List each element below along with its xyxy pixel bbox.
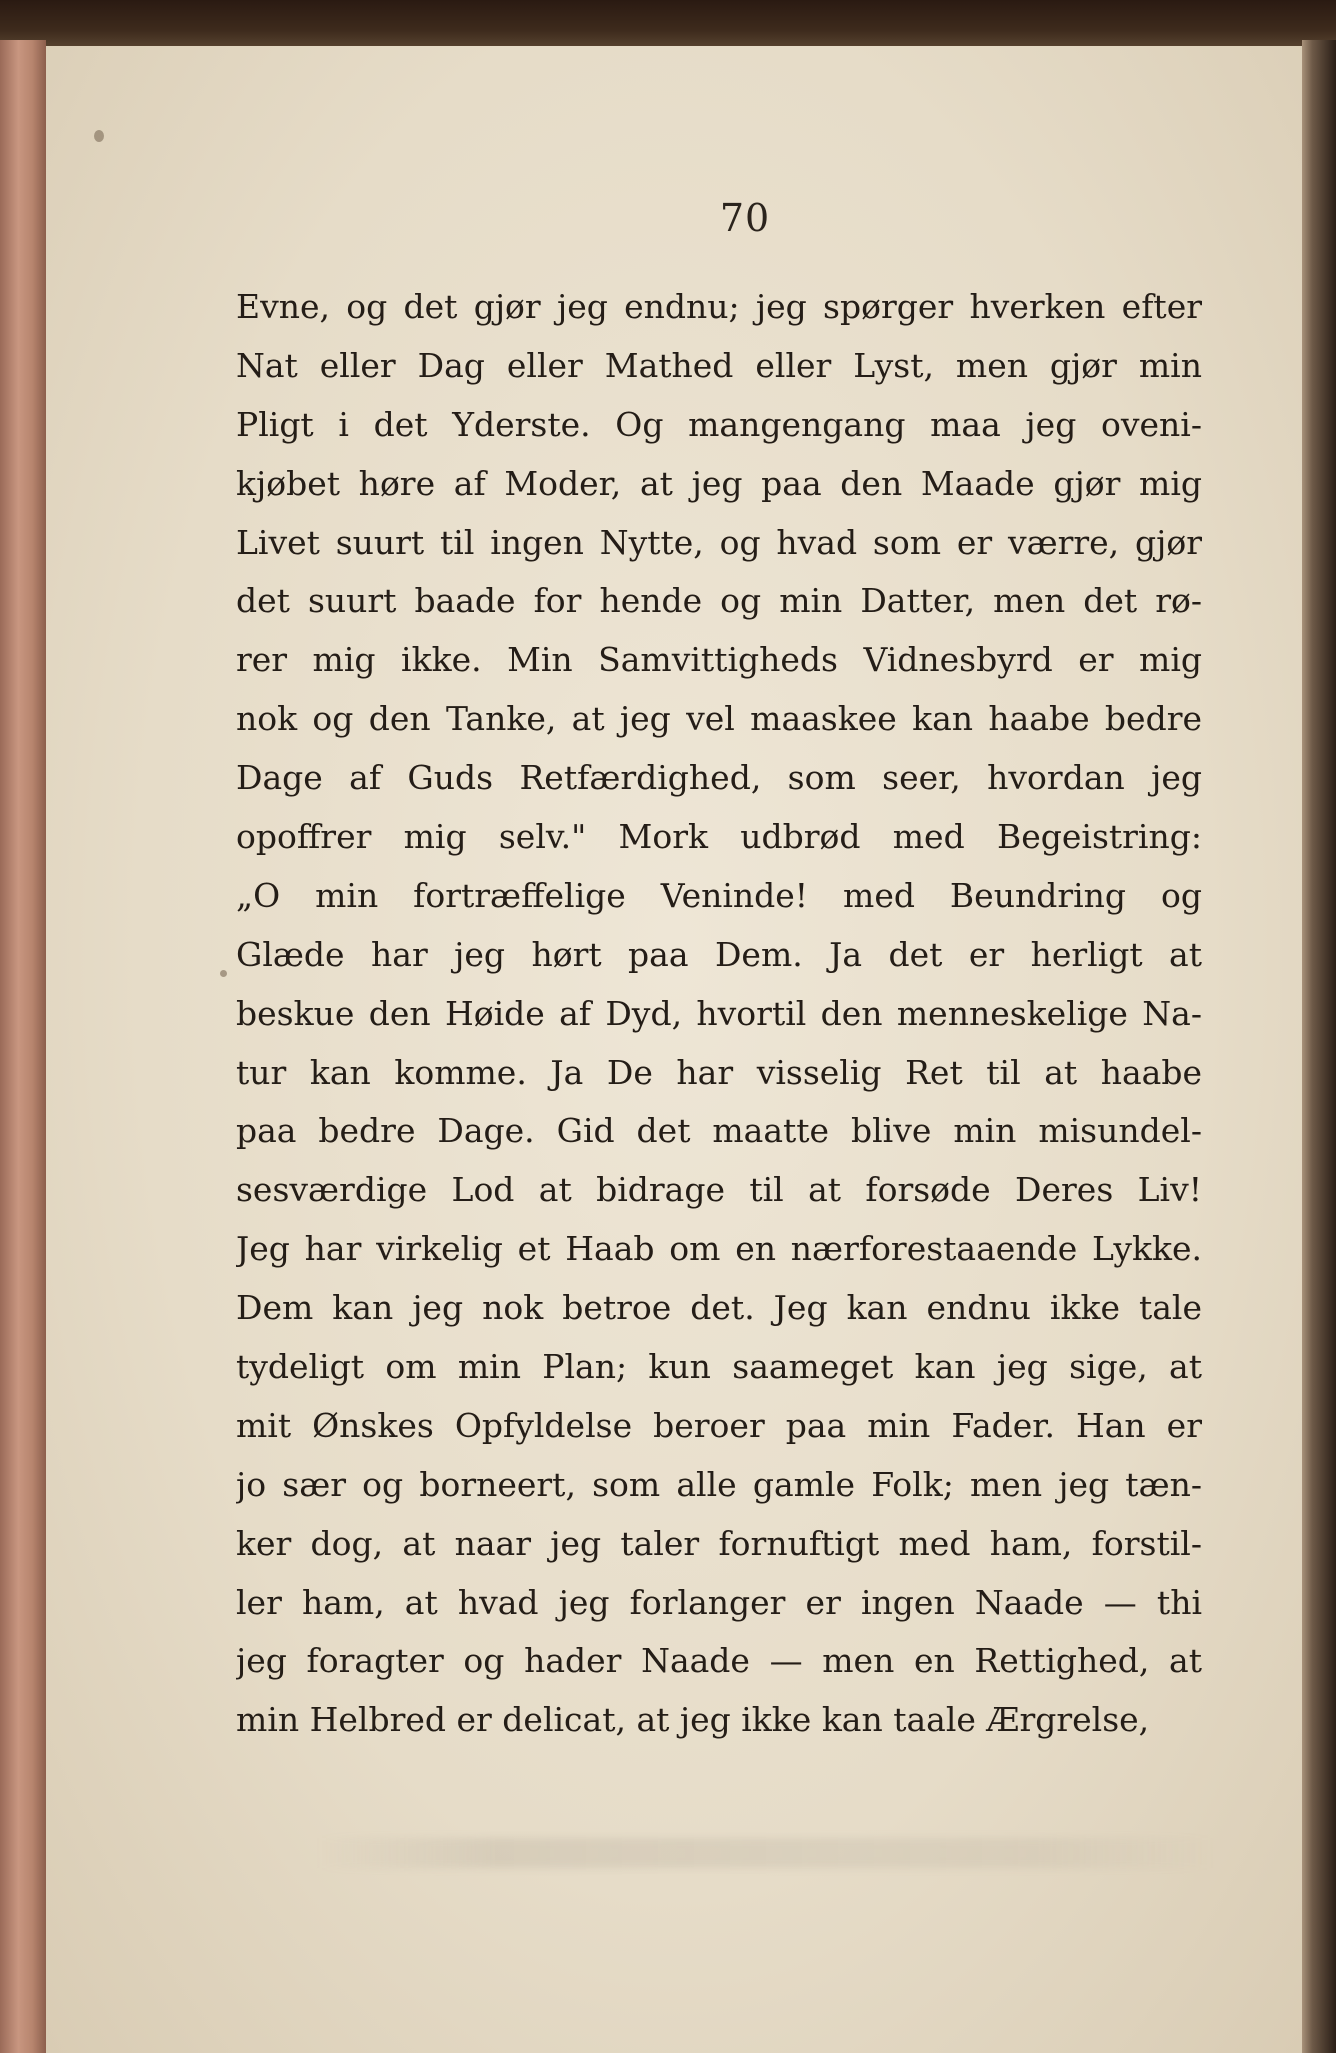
text-line: Nat eller Dag eller Mathed eller Lyst, men gjør min — [236, 345, 1202, 385]
paper-speck — [220, 970, 227, 977]
show-through-text — [316, 1838, 1216, 1868]
text-line: tydeligt om min Plan; kun saameget kan jeg sige, at — [236, 1347, 1202, 1387]
top-page-edges — [0, 0, 1336, 50]
text-line: tur kan komme. Ja De har visselig Ret til at haabe — [236, 1052, 1202, 1092]
right-page-edges — [1302, 40, 1336, 2053]
text-line: ker dog, at naar jeg taler fornuftigt med ham, forstil- — [236, 1523, 1202, 1563]
text-line: Livet suurt til ingen Nytte, og hvad som er værre, gjør — [236, 522, 1202, 562]
text-line: det suurt baade for hende og min Datter, men det rø- — [236, 581, 1202, 621]
text-line: nok og den Tanke, at jeg vel maaskee kan haabe bedre — [236, 699, 1202, 739]
text-line: Jeg har virkelig et Haab om en nærforestaaende Lykke. — [236, 1229, 1202, 1269]
text-line: ler ham, at hvad jeg forlanger er ingen Naade — thi — [236, 1582, 1202, 1622]
text-line: Dage af Guds Retfærdighed, som seer, hvordan jeg — [236, 758, 1202, 798]
text-line: paa bedre Dage. Gid det maatte blive min misundel- — [236, 1111, 1202, 1151]
text-line: rer mig ikke. Min Samvittigheds Vidnesbyrd er mig — [236, 640, 1202, 680]
text-line: mit Ønskes Opfyldelse beroer paa min Fader. Han er — [236, 1405, 1202, 1445]
text-line: Pligt i det Yderste. Og mangengang maa jeg oveni- — [236, 404, 1202, 444]
page-number: 70 — [719, 196, 771, 240]
text-line: Glæde har jeg hørt paa Dem. Ja det er herligt at — [236, 934, 1202, 974]
paper-speck — [94, 130, 104, 142]
left-binding — [0, 40, 46, 2053]
text-line: sesværdige Lod at bidrage til at forsøde Deres Liv! — [236, 1170, 1202, 1210]
text-line: opoffrer mig selv." Mork udbrød med Begeistring: — [236, 817, 1202, 857]
text-line: beskue den Høide af Dyd, hvortil den menneskelige Na- — [236, 993, 1202, 1033]
text-line: kjøbet høre af Moder, at jeg paa den Maade gjør mig — [236, 463, 1202, 503]
text-line: Evne, og det gjør jeg endnu; jeg spørger hverken efter — [236, 287, 1202, 326]
text-line: min Helbred er delicat, at jeg ikke kan taale Ærgrelse, — [236, 1700, 1150, 1740]
text-line: jeg foragter og hader Naade — men en Rettighed, at — [236, 1641, 1202, 1681]
text-line: „O min fortræffelige Veninde! med Beundring og — [236, 875, 1202, 915]
body-text — [236, 278, 1202, 1750]
text-line: Dem kan jeg nok betroe det. Jeg kan endnu ikke tale — [236, 1288, 1202, 1328]
text-line: jo sær og borneert, som alle gamle Folk; men jeg tæn- — [236, 1464, 1202, 1504]
